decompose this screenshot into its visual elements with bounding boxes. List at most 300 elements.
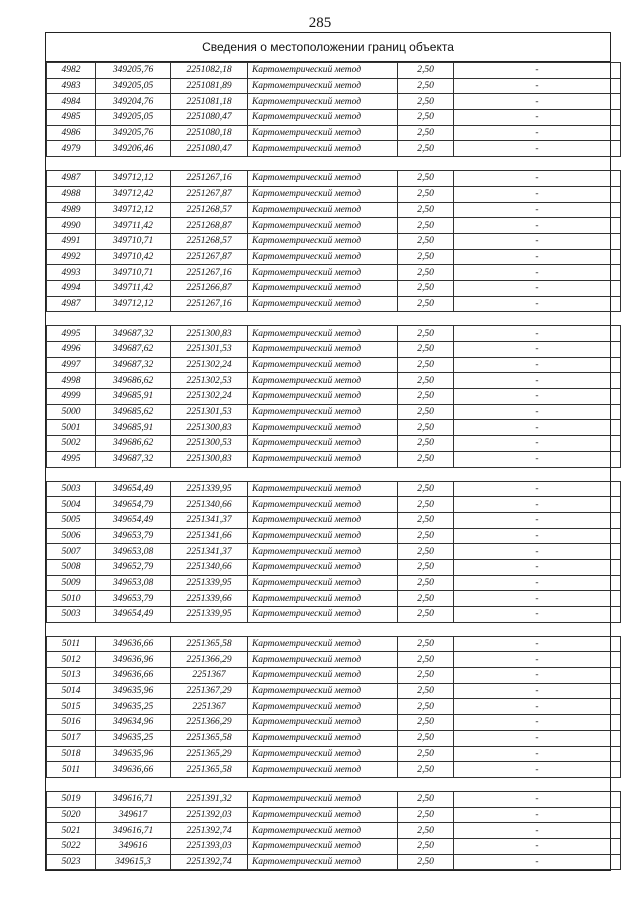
accuracy-cell: 2,50 (398, 746, 454, 762)
point-number-cell: 4983 (47, 78, 96, 94)
table-row (47, 791, 621, 807)
method-cell: Картометрический метод (248, 575, 398, 591)
point-number-cell: 5001 (47, 420, 96, 436)
point-number-cell: 5000 (47, 404, 96, 420)
separator-cell (47, 157, 621, 171)
description-cell: - (454, 854, 621, 870)
x-coordinate-cell: 349635,25 (96, 730, 171, 746)
table-row (47, 497, 621, 513)
x-coordinate-cell: 349616,71 (96, 823, 171, 839)
point-number-cell: 5007 (47, 544, 96, 560)
x-coordinate-cell: 349685,91 (96, 420, 171, 436)
table-row (47, 342, 621, 358)
method-cell: Картометрический метод (248, 607, 398, 623)
method-cell: Картометрический метод (248, 559, 398, 575)
y-coordinate-cell: 2251301,53 (171, 342, 248, 358)
x-coordinate-cell: 349653,08 (96, 544, 171, 560)
x-coordinate-cell: 349635,25 (96, 699, 171, 715)
description-cell: - (454, 404, 621, 420)
x-coordinate-cell: 349653,08 (96, 575, 171, 591)
table-row (47, 141, 621, 157)
y-coordinate-cell: 2251365,29 (171, 746, 248, 762)
x-coordinate-cell: 349635,96 (96, 746, 171, 762)
x-coordinate-cell: 349712,12 (96, 296, 171, 312)
point-number-cell: 5011 (47, 762, 96, 778)
accuracy-cell: 2,50 (398, 94, 454, 110)
y-coordinate-cell: 2251082,18 (171, 63, 248, 79)
accuracy-cell: 2,50 (398, 186, 454, 202)
table-row (47, 528, 621, 544)
group-separator (47, 777, 621, 791)
description-cell: - (454, 125, 621, 141)
accuracy-cell: 2,50 (398, 296, 454, 312)
description-cell: - (454, 762, 621, 778)
description-cell: - (454, 357, 621, 373)
point-number-cell: 5014 (47, 683, 96, 699)
method-cell: Картометрический метод (248, 544, 398, 560)
x-coordinate-cell: 349685,91 (96, 389, 171, 405)
table-row (47, 63, 621, 79)
accuracy-cell: 2,50 (398, 683, 454, 699)
accuracy-cell: 2,50 (398, 280, 454, 296)
accuracy-cell: 2,50 (398, 591, 454, 607)
description-cell: - (454, 668, 621, 684)
y-coordinate-cell: 2251366,29 (171, 652, 248, 668)
method-cell: Картометрический метод (248, 326, 398, 342)
description-cell: - (454, 78, 621, 94)
method-cell: Картометрический метод (248, 265, 398, 281)
x-coordinate-cell: 349636,66 (96, 636, 171, 652)
y-coordinate-cell: 2251300,83 (171, 451, 248, 467)
point-number-cell: 4979 (47, 141, 96, 157)
x-coordinate-cell: 349652,79 (96, 559, 171, 575)
point-number-cell: 4991 (47, 233, 96, 249)
y-coordinate-cell: 2251339,95 (171, 607, 248, 623)
table-row (47, 94, 621, 110)
x-coordinate-cell: 349654,49 (96, 481, 171, 497)
accuracy-cell: 2,50 (398, 668, 454, 684)
description-cell: - (454, 110, 621, 126)
x-coordinate-cell: 349687,32 (96, 326, 171, 342)
x-coordinate-cell: 349634,96 (96, 715, 171, 731)
point-number-cell: 5004 (47, 497, 96, 513)
coordinates-table (46, 62, 621, 870)
accuracy-cell: 2,50 (398, 110, 454, 126)
method-cell: Картометрический метод (248, 451, 398, 467)
accuracy-cell: 2,50 (398, 451, 454, 467)
x-coordinate-cell: 349712,42 (96, 186, 171, 202)
table-row (47, 171, 621, 187)
y-coordinate-cell: 2251391,32 (171, 791, 248, 807)
point-number-cell: 4993 (47, 265, 96, 281)
method-cell: Картометрический метод (248, 94, 398, 110)
point-number-cell: 4988 (47, 186, 96, 202)
point-number-cell: 4994 (47, 280, 96, 296)
x-coordinate-cell: 349710,71 (96, 233, 171, 249)
y-coordinate-cell: 2251340,66 (171, 497, 248, 513)
accuracy-cell: 2,50 (398, 791, 454, 807)
description-cell: - (454, 233, 621, 249)
point-number-cell: 4987 (47, 171, 96, 187)
accuracy-cell: 2,50 (398, 342, 454, 358)
point-number-cell: 5015 (47, 699, 96, 715)
accuracy-cell: 2,50 (398, 202, 454, 218)
method-cell: Картометрический метод (248, 668, 398, 684)
point-number-cell: 5012 (47, 652, 96, 668)
x-coordinate-cell: 349710,71 (96, 265, 171, 281)
description-cell: - (454, 481, 621, 497)
point-number-cell: 5021 (47, 823, 96, 839)
table-row (47, 544, 621, 560)
y-coordinate-cell: 2251080,47 (171, 141, 248, 157)
group-separator (47, 312, 621, 326)
table-row (47, 591, 621, 607)
x-coordinate-cell: 349205,76 (96, 63, 171, 79)
method-cell: Картометрический метод (248, 762, 398, 778)
table-row (47, 110, 621, 126)
x-coordinate-cell: 349636,66 (96, 762, 171, 778)
y-coordinate-cell: 2251267,16 (171, 296, 248, 312)
table-row (47, 823, 621, 839)
accuracy-cell: 2,50 (398, 607, 454, 623)
method-cell: Картометрический метод (248, 497, 398, 513)
point-number-cell: 5020 (47, 807, 96, 823)
table-row (47, 559, 621, 575)
y-coordinate-cell: 2251267,16 (171, 171, 248, 187)
description-cell: - (454, 575, 621, 591)
table-row (47, 715, 621, 731)
group-separator (47, 467, 621, 481)
accuracy-cell: 2,50 (398, 481, 454, 497)
x-coordinate-cell: 349206,46 (96, 141, 171, 157)
description-cell: - (454, 699, 621, 715)
table-row (47, 838, 621, 854)
x-coordinate-cell: 349687,32 (96, 357, 171, 373)
accuracy-cell: 2,50 (398, 854, 454, 870)
method-cell: Картометрический метод (248, 807, 398, 823)
point-number-cell: 4986 (47, 125, 96, 141)
point-number-cell: 5023 (47, 854, 96, 870)
table-row (47, 730, 621, 746)
y-coordinate-cell: 2251300,83 (171, 420, 248, 436)
method-cell: Картометрический метод (248, 186, 398, 202)
description-cell: - (454, 265, 621, 281)
y-coordinate-cell: 2251267,87 (171, 186, 248, 202)
accuracy-cell: 2,50 (398, 838, 454, 854)
description-cell: - (454, 807, 621, 823)
y-coordinate-cell: 2251339,95 (171, 575, 248, 591)
point-number-cell: 4999 (47, 389, 96, 405)
y-coordinate-cell: 2251300,53 (171, 436, 248, 452)
method-cell: Картометрический метод (248, 171, 398, 187)
method-cell: Картометрический метод (248, 357, 398, 373)
x-coordinate-cell: 349635,96 (96, 683, 171, 699)
point-number-cell: 4992 (47, 249, 96, 265)
y-coordinate-cell: 2251392,74 (171, 823, 248, 839)
x-coordinate-cell: 349712,12 (96, 171, 171, 187)
y-coordinate-cell: 2251341,37 (171, 544, 248, 560)
accuracy-cell: 2,50 (398, 699, 454, 715)
description-cell: - (454, 544, 621, 560)
description-cell: - (454, 791, 621, 807)
description-cell: - (454, 652, 621, 668)
x-coordinate-cell: 349687,32 (96, 451, 171, 467)
method-cell: Картометрический метод (248, 296, 398, 312)
method-cell: Картометрический метод (248, 823, 398, 839)
method-cell: Картометрический метод (248, 512, 398, 528)
accuracy-cell: 2,50 (398, 559, 454, 575)
point-number-cell: 4995 (47, 451, 96, 467)
table-row (47, 436, 621, 452)
table-row (47, 357, 621, 373)
point-number-cell: 5010 (47, 591, 96, 607)
description-cell: - (454, 420, 621, 436)
y-coordinate-cell: 2251339,95 (171, 481, 248, 497)
x-coordinate-cell: 349204,76 (96, 94, 171, 110)
table-row (47, 420, 621, 436)
x-coordinate-cell: 349711,42 (96, 218, 171, 234)
y-coordinate-cell: 2251365,58 (171, 636, 248, 652)
y-coordinate-cell: 2251268,57 (171, 202, 248, 218)
x-coordinate-cell: 349654,79 (96, 497, 171, 513)
point-number-cell: 5002 (47, 436, 96, 452)
x-coordinate-cell: 349616 (96, 838, 171, 854)
y-coordinate-cell: 2251267,16 (171, 265, 248, 281)
y-coordinate-cell: 2251367 (171, 699, 248, 715)
description-cell: - (454, 683, 621, 699)
y-coordinate-cell: 2251081,89 (171, 78, 248, 94)
y-coordinate-cell: 2251393,03 (171, 838, 248, 854)
table-row (47, 186, 621, 202)
point-number-cell: 5005 (47, 512, 96, 528)
y-coordinate-cell: 2251080,47 (171, 110, 248, 126)
y-coordinate-cell: 2251301,53 (171, 404, 248, 420)
y-coordinate-cell: 2251392,74 (171, 854, 248, 870)
method-cell: Картометрический метод (248, 141, 398, 157)
method-cell: Картометрический метод (248, 125, 398, 141)
description-cell: - (454, 512, 621, 528)
x-coordinate-cell: 349636,96 (96, 652, 171, 668)
description-cell: - (454, 218, 621, 234)
method-cell: Картометрический метод (248, 730, 398, 746)
method-cell: Картометрический метод (248, 280, 398, 296)
method-cell: Картометрический метод (248, 78, 398, 94)
method-cell: Картометрический метод (248, 218, 398, 234)
accuracy-cell: 2,50 (398, 373, 454, 389)
point-number-cell: 4990 (47, 218, 96, 234)
description-cell: - (454, 389, 621, 405)
accuracy-cell: 2,50 (398, 389, 454, 405)
method-cell: Картометрический метод (248, 233, 398, 249)
accuracy-cell: 2,50 (398, 233, 454, 249)
method-cell: Картометрический метод (248, 481, 398, 497)
accuracy-cell: 2,50 (398, 575, 454, 591)
method-cell: Картометрический метод (248, 791, 398, 807)
description-cell: - (454, 591, 621, 607)
method-cell: Картометрический метод (248, 202, 398, 218)
point-number-cell: 5003 (47, 481, 96, 497)
method-cell: Картометрический метод (248, 110, 398, 126)
table-row (47, 78, 621, 94)
x-coordinate-cell: 349654,49 (96, 512, 171, 528)
point-number-cell: 5011 (47, 636, 96, 652)
accuracy-cell: 2,50 (398, 63, 454, 79)
description-cell: - (454, 497, 621, 513)
accuracy-cell: 2,50 (398, 823, 454, 839)
table-row (47, 451, 621, 467)
description-cell: - (454, 451, 621, 467)
table-title: Сведения о местоположении границ объекта (46, 33, 610, 62)
table-row (47, 607, 621, 623)
y-coordinate-cell: 2251268,57 (171, 233, 248, 249)
y-coordinate-cell: 2251302,24 (171, 357, 248, 373)
y-coordinate-cell: 2251080,18 (171, 125, 248, 141)
table-row (47, 636, 621, 652)
description-cell: - (454, 141, 621, 157)
table-row (47, 389, 621, 405)
point-number-cell: 5018 (47, 746, 96, 762)
table-row (47, 202, 621, 218)
method-cell: Картометрический метод (248, 683, 398, 699)
table-row (47, 326, 621, 342)
table-row (47, 699, 621, 715)
boundary-table (45, 32, 611, 871)
y-coordinate-cell: 2251266,87 (171, 280, 248, 296)
point-number-cell: 5016 (47, 715, 96, 731)
accuracy-cell: 2,50 (398, 544, 454, 560)
accuracy-cell: 2,50 (398, 762, 454, 778)
description-cell: - (454, 186, 621, 202)
description-cell: - (454, 280, 621, 296)
x-coordinate-cell: 349205,05 (96, 78, 171, 94)
accuracy-cell: 2,50 (398, 171, 454, 187)
description-cell: - (454, 326, 621, 342)
x-coordinate-cell: 349685,62 (96, 404, 171, 420)
accuracy-cell: 2,50 (398, 125, 454, 141)
accuracy-cell: 2,50 (398, 512, 454, 528)
method-cell: Картометрический метод (248, 420, 398, 436)
method-cell: Картометрический метод (248, 249, 398, 265)
accuracy-cell: 2,50 (398, 497, 454, 513)
y-coordinate-cell: 2251267,87 (171, 249, 248, 265)
point-number-cell: 4989 (47, 202, 96, 218)
group-separator (47, 157, 621, 171)
description-cell: - (454, 823, 621, 839)
method-cell: Картометрический метод (248, 636, 398, 652)
description-cell: - (454, 528, 621, 544)
method-cell: Картометрический метод (248, 63, 398, 79)
x-coordinate-cell: 349205,05 (96, 110, 171, 126)
accuracy-cell: 2,50 (398, 436, 454, 452)
accuracy-cell: 2,50 (398, 249, 454, 265)
accuracy-cell: 2,50 (398, 807, 454, 823)
x-coordinate-cell: 349653,79 (96, 591, 171, 607)
point-number-cell: 4982 (47, 63, 96, 79)
point-number-cell: 5003 (47, 607, 96, 623)
description-cell: - (454, 607, 621, 623)
method-cell: Картометрический метод (248, 389, 398, 405)
method-cell: Картометрический метод (248, 528, 398, 544)
x-coordinate-cell: 349687,62 (96, 342, 171, 358)
x-coordinate-cell: 349686,62 (96, 373, 171, 389)
description-cell: - (454, 715, 621, 731)
point-number-cell: 4987 (47, 296, 96, 312)
separator-cell (47, 312, 621, 326)
method-cell: Картометрический метод (248, 854, 398, 870)
point-number-cell: 5022 (47, 838, 96, 854)
description-cell: - (454, 559, 621, 575)
x-coordinate-cell: 349712,12 (96, 202, 171, 218)
point-number-cell: 4995 (47, 326, 96, 342)
point-number-cell: 5009 (47, 575, 96, 591)
method-cell: Картометрический метод (248, 652, 398, 668)
separator-cell (47, 622, 621, 636)
description-cell: - (454, 296, 621, 312)
y-coordinate-cell: 2251302,24 (171, 389, 248, 405)
description-cell: - (454, 202, 621, 218)
x-coordinate-cell: 349616,71 (96, 791, 171, 807)
accuracy-cell: 2,50 (398, 265, 454, 281)
y-coordinate-cell: 2251302,53 (171, 373, 248, 389)
method-cell: Картометрический метод (248, 746, 398, 762)
description-cell: - (454, 249, 621, 265)
y-coordinate-cell: 2251339,66 (171, 591, 248, 607)
table-row (47, 249, 621, 265)
accuracy-cell: 2,50 (398, 420, 454, 436)
description-cell: - (454, 171, 621, 187)
table-row (47, 296, 621, 312)
table-row (47, 746, 621, 762)
point-number-cell: 5019 (47, 791, 96, 807)
table-row (47, 762, 621, 778)
point-number-cell: 4985 (47, 110, 96, 126)
table-row (47, 683, 621, 699)
y-coordinate-cell: 2251365,58 (171, 730, 248, 746)
method-cell: Картометрический метод (248, 715, 398, 731)
description-cell: - (454, 746, 621, 762)
accuracy-cell: 2,50 (398, 404, 454, 420)
y-coordinate-cell: 2251300,83 (171, 326, 248, 342)
y-coordinate-cell: 2251081,18 (171, 94, 248, 110)
method-cell: Картометрический метод (248, 838, 398, 854)
point-number-cell: 4996 (47, 342, 96, 358)
table-row (47, 481, 621, 497)
accuracy-cell: 2,50 (398, 357, 454, 373)
accuracy-cell: 2,50 (398, 218, 454, 234)
table-row (47, 854, 621, 870)
x-coordinate-cell: 349711,42 (96, 280, 171, 296)
point-number-cell: 5006 (47, 528, 96, 544)
point-number-cell: 4984 (47, 94, 96, 110)
accuracy-cell: 2,50 (398, 652, 454, 668)
x-coordinate-cell: 349205,76 (96, 125, 171, 141)
x-coordinate-cell: 349653,79 (96, 528, 171, 544)
point-number-cell: 5013 (47, 668, 96, 684)
x-coordinate-cell: 349710,42 (96, 249, 171, 265)
y-coordinate-cell: 2251341,37 (171, 512, 248, 528)
accuracy-cell: 2,50 (398, 730, 454, 746)
page-number: 285 (308, 15, 332, 31)
y-coordinate-cell: 2251365,58 (171, 762, 248, 778)
y-coordinate-cell: 2251341,66 (171, 528, 248, 544)
point-number-cell: 4998 (47, 373, 96, 389)
method-cell: Картометрический метод (248, 373, 398, 389)
accuracy-cell: 2,50 (398, 528, 454, 544)
y-coordinate-cell: 2251392,03 (171, 807, 248, 823)
table-row (47, 668, 621, 684)
x-coordinate-cell: 349654,49 (96, 607, 171, 623)
separator-cell (47, 467, 621, 481)
